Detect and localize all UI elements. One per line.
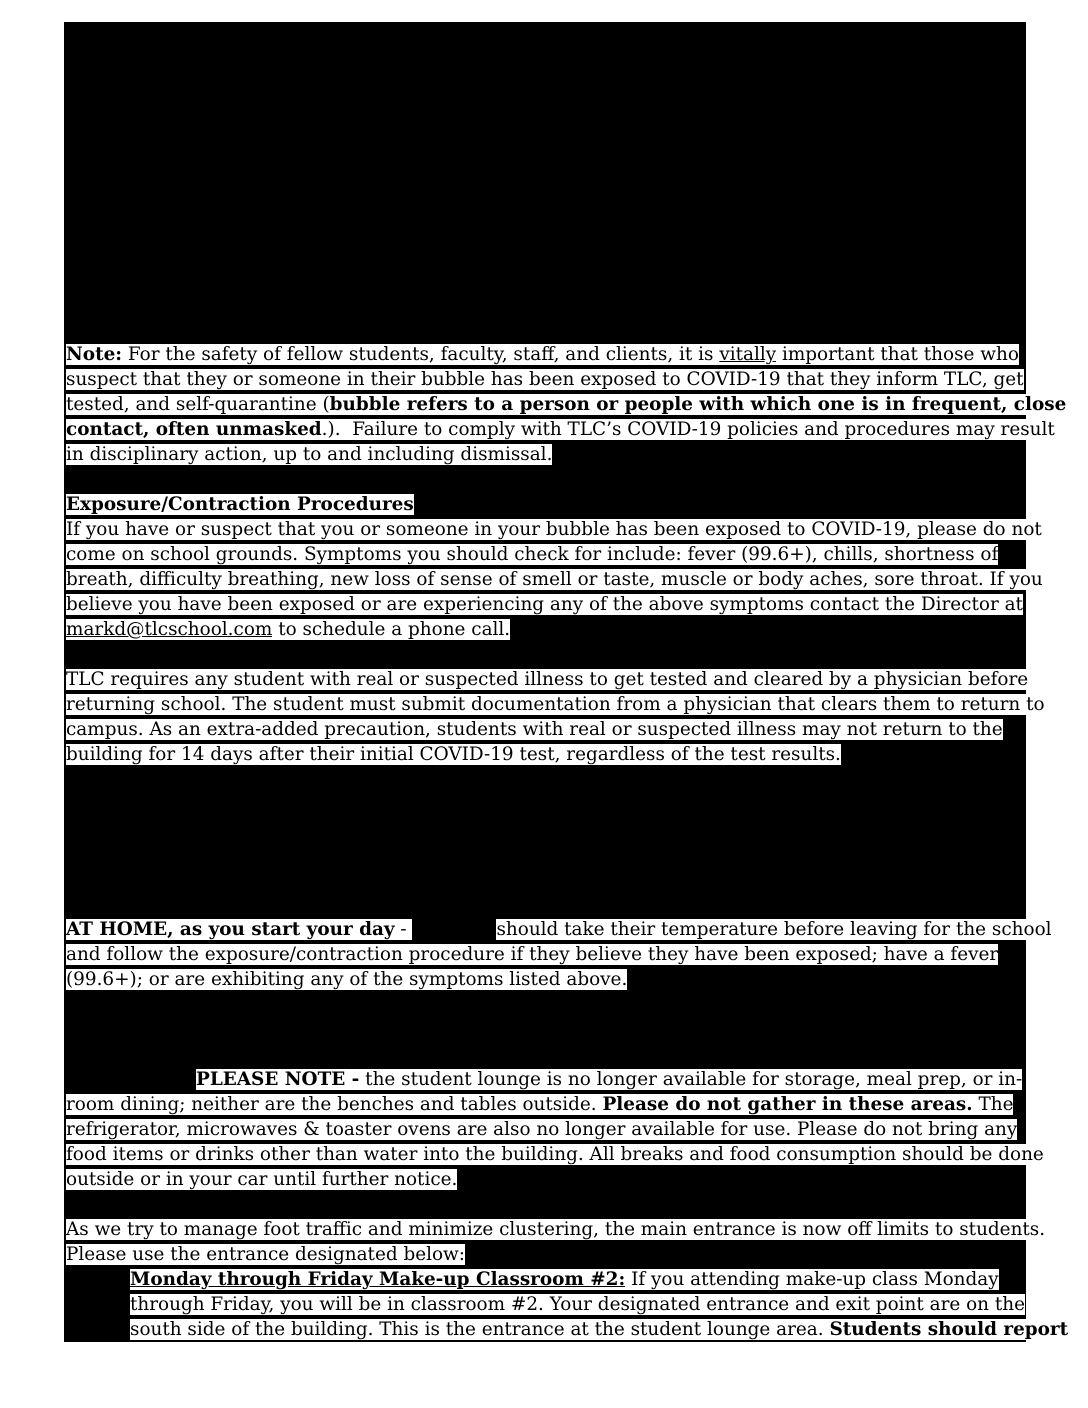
please-note-label: PLEASE NOTE - [196, 1069, 360, 1090]
please-note-paragraph: PLEASE NOTE - the student lounge is no longer available for storage, meal prep, or in- room dining; neither are the benches and tables outside. Please do not gather in these areas. The refrigerator, microwaves & toaster ovens are also no longer available for use. Please do not bring any food items or drinks other than water into the building. All breaks and food consumption should be done outside or in your car until further notice. [66, 1069, 1044, 1190]
entrance-list-item: Monday through Friday Make-up Classroom #2: If you attending make-up class Monday through Friday, you will be in classroom #2. Your designated entrance and exit point are on the south side of the building. This is the entrance at the student lounge area. Students should report [130, 1269, 1069, 1340]
inline-redaction [412, 919, 496, 941]
entrance-paragraph: As we try to manage foot traffic and minimize clustering, the main entrance is now off limits to students. Please use the entrance designated below: [66, 1219, 1046, 1265]
director-email-link[interactable]: markd@tlcschool.com [66, 619, 273, 640]
redaction-bullet-indent [64, 1268, 130, 1342]
at-home-paragraph: AT HOME, as you start your day - should take their temperature before leaving for the school and follow the exposure/contraction procedure if they believe they have been exposed; have a fever (99.6+); or are exhibiting any of the symptoms listed above. [66, 919, 1052, 990]
note-label: Note: [66, 344, 123, 365]
classroom-label: Monday through Friday Make-up Classroom #2: [130, 1269, 626, 1290]
exposure-section: Exposure/Contraction Procedures If you have or suspect that you or someone in your bubble has been exposed to COVID-19, please do not come on school grounds. Symptoms you should check for include: fever (99.6+), chills, shortness of breath, difficulty breathing, new loss of sense of smell or taste, muscle or body aches, sore throat. If you believe you have been exposed or are experiencing any of the above symptoms contact the Director at markd@tlcschool.com to schedule a phone call. [66, 494, 1043, 640]
note-paragraph: Note: For the safety of fellow students, faculty, staff, and clients, it is vitally important that those who suspect that they or someone in their bubble has been exposed to COVID-19 that they inform TLC, get tested, and self-quarantine (bubble refers to a person or people with which one is in frequent, close contact, often unmasked.). Failure to comply with TLC’s COVID-19 policies and procedures may result in disciplinary action, up to and including dismissal. [66, 344, 1067, 465]
at-home-label: AT HOME, as you start your day [66, 919, 395, 940]
testing-paragraph: TLC requires any student with real or suspected illness to get tested and cleared by a physician before returning school. The student must submit documentation from a physician that clears them to return to campus. As an extra-added precaution, students with real or suspected illness may not return to the building for 14 days after their initial COVID-19 test, regardless of the test results. [66, 669, 1045, 765]
note-emphasis: vitally [719, 344, 777, 365]
redaction-top [64, 22, 1026, 342]
exposure-heading: Exposure/Contraction Procedures [66, 494, 414, 515]
